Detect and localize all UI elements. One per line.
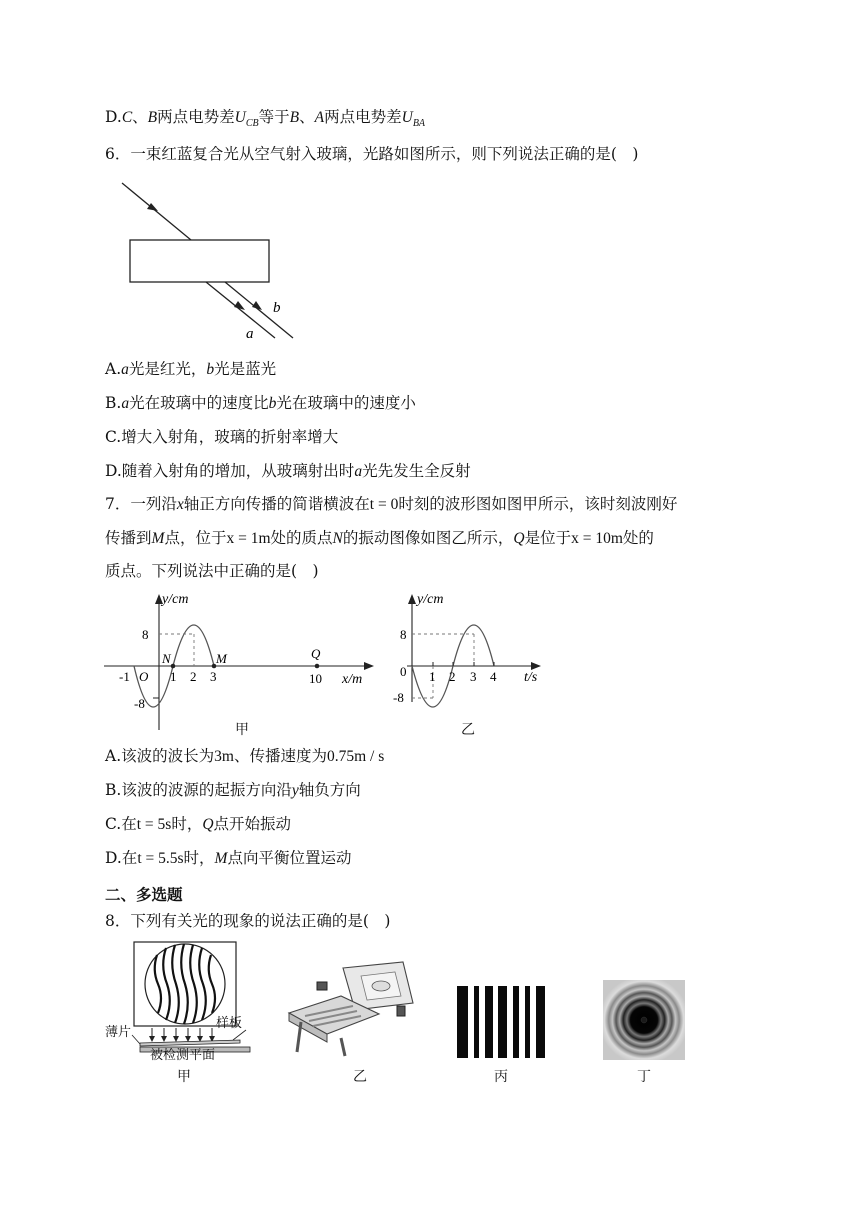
q7-stem-line1: 7．一列沿x轴正方向传播的简谐横波在t = 0时刻的波形图如图甲所示，该时刻波刚好 [105, 495, 678, 513]
q7-option-c: C.在t = 5s时，Q点开始振动 [105, 815, 292, 833]
ray-label-b: b [273, 300, 281, 316]
q7-option-a: A.该波的波长为3m、传播速度为0.75m / s [105, 747, 385, 765]
section-heading-multi-choice: 二、多选题 [105, 886, 183, 904]
q6-option-c: C.增大入射角，玻璃的折射率增大 [105, 428, 339, 446]
svg-text:1: 1 [170, 669, 177, 684]
figure-caption-yi-q8: 乙 [353, 1069, 367, 1085]
figure-caption-ding-q8: 丁 [637, 1069, 651, 1085]
q7-option-d: D.在t = 5.5s时，M点向平衡位置运动 [105, 849, 352, 867]
q8-stem: 8．下列有关光的现象的说法正确的是( ) [105, 912, 391, 930]
svg-text:8: 8 [400, 627, 407, 642]
svg-text:-8: -8 [393, 690, 404, 705]
label-tested-plane: 被检测平面 [150, 1048, 216, 1063]
q7-vibration-figure-yi [393, 590, 545, 710]
svg-text:O: O [139, 669, 149, 684]
svg-text:10: 10 [309, 671, 322, 686]
svg-text:0: 0 [400, 664, 407, 679]
q7-option-b: B.该波的波源的起振方向沿y轴负方向 [105, 781, 361, 799]
q7-stem-line2: 传播到M点，位于x = 1m处的质点N的振动图像如图乙所示，Q是位于x = 10m处的 [105, 529, 654, 547]
svg-text:t/s: t/s [524, 670, 538, 685]
svg-text:1: 1 [429, 669, 436, 684]
svg-text:M: M [216, 651, 227, 666]
svg-text:3: 3 [210, 669, 217, 684]
svg-text:y/cm: y/cm [162, 592, 189, 607]
q7-waveform-figure-jia [104, 590, 376, 740]
svg-text:y/cm: y/cm [417, 592, 444, 607]
ray-label-a: a [246, 326, 254, 342]
q5-option-d: D.C、B两点电势差$U_{CB}$等于B、A两点电势差$U_{BA}$ [105, 108, 426, 129]
q6-refraction-figure [115, 178, 315, 348]
svg-text:-8: -8 [134, 696, 145, 711]
svg-text:x/m: x/m [342, 672, 363, 687]
q8-figure-yi-projector-apparatus [283, 958, 423, 1058]
svg-text:N: N [162, 651, 171, 666]
svg-text:4: 4 [490, 669, 497, 684]
svg-text:-1: -1 [119, 669, 130, 684]
q6-option-a: A.a光是红光，b光是蓝光 [105, 360, 277, 378]
q7-stem-line3: 质点。下列说法中正确的是( ) [105, 562, 319, 580]
svg-text:2: 2 [190, 669, 197, 684]
q8-figure-bing-stripe-pattern [457, 986, 545, 1058]
svg-text:8: 8 [142, 627, 149, 642]
figure-caption-bing-q8: 丙 [494, 1069, 508, 1085]
svg-text:3: 3 [470, 669, 477, 684]
q6-stem: 6．一束红蓝复合光从空气射入玻璃，光路如图所示，则下列说法正确的是( ) [105, 145, 639, 163]
q6-option-d: D.随着入射角的增加，从玻璃射出时a光先发生全反射 [105, 462, 471, 480]
svg-text:2: 2 [449, 669, 456, 684]
figure-caption-jia-q8: 甲 [177, 1069, 191, 1085]
q8-figure-ding-circular-diffraction [603, 980, 685, 1060]
figure-caption-jia-q7: 甲 [235, 722, 249, 738]
label-thin-sheet: 薄片 [105, 1025, 132, 1040]
q6-option-b: B.a光在玻璃中的速度比b光在玻璃中的速度小 [105, 394, 416, 412]
figure-caption-yi-q7: 乙 [461, 722, 475, 738]
svg-text:Q: Q [311, 646, 321, 661]
label-sample-plate: 样板 [216, 1016, 243, 1031]
